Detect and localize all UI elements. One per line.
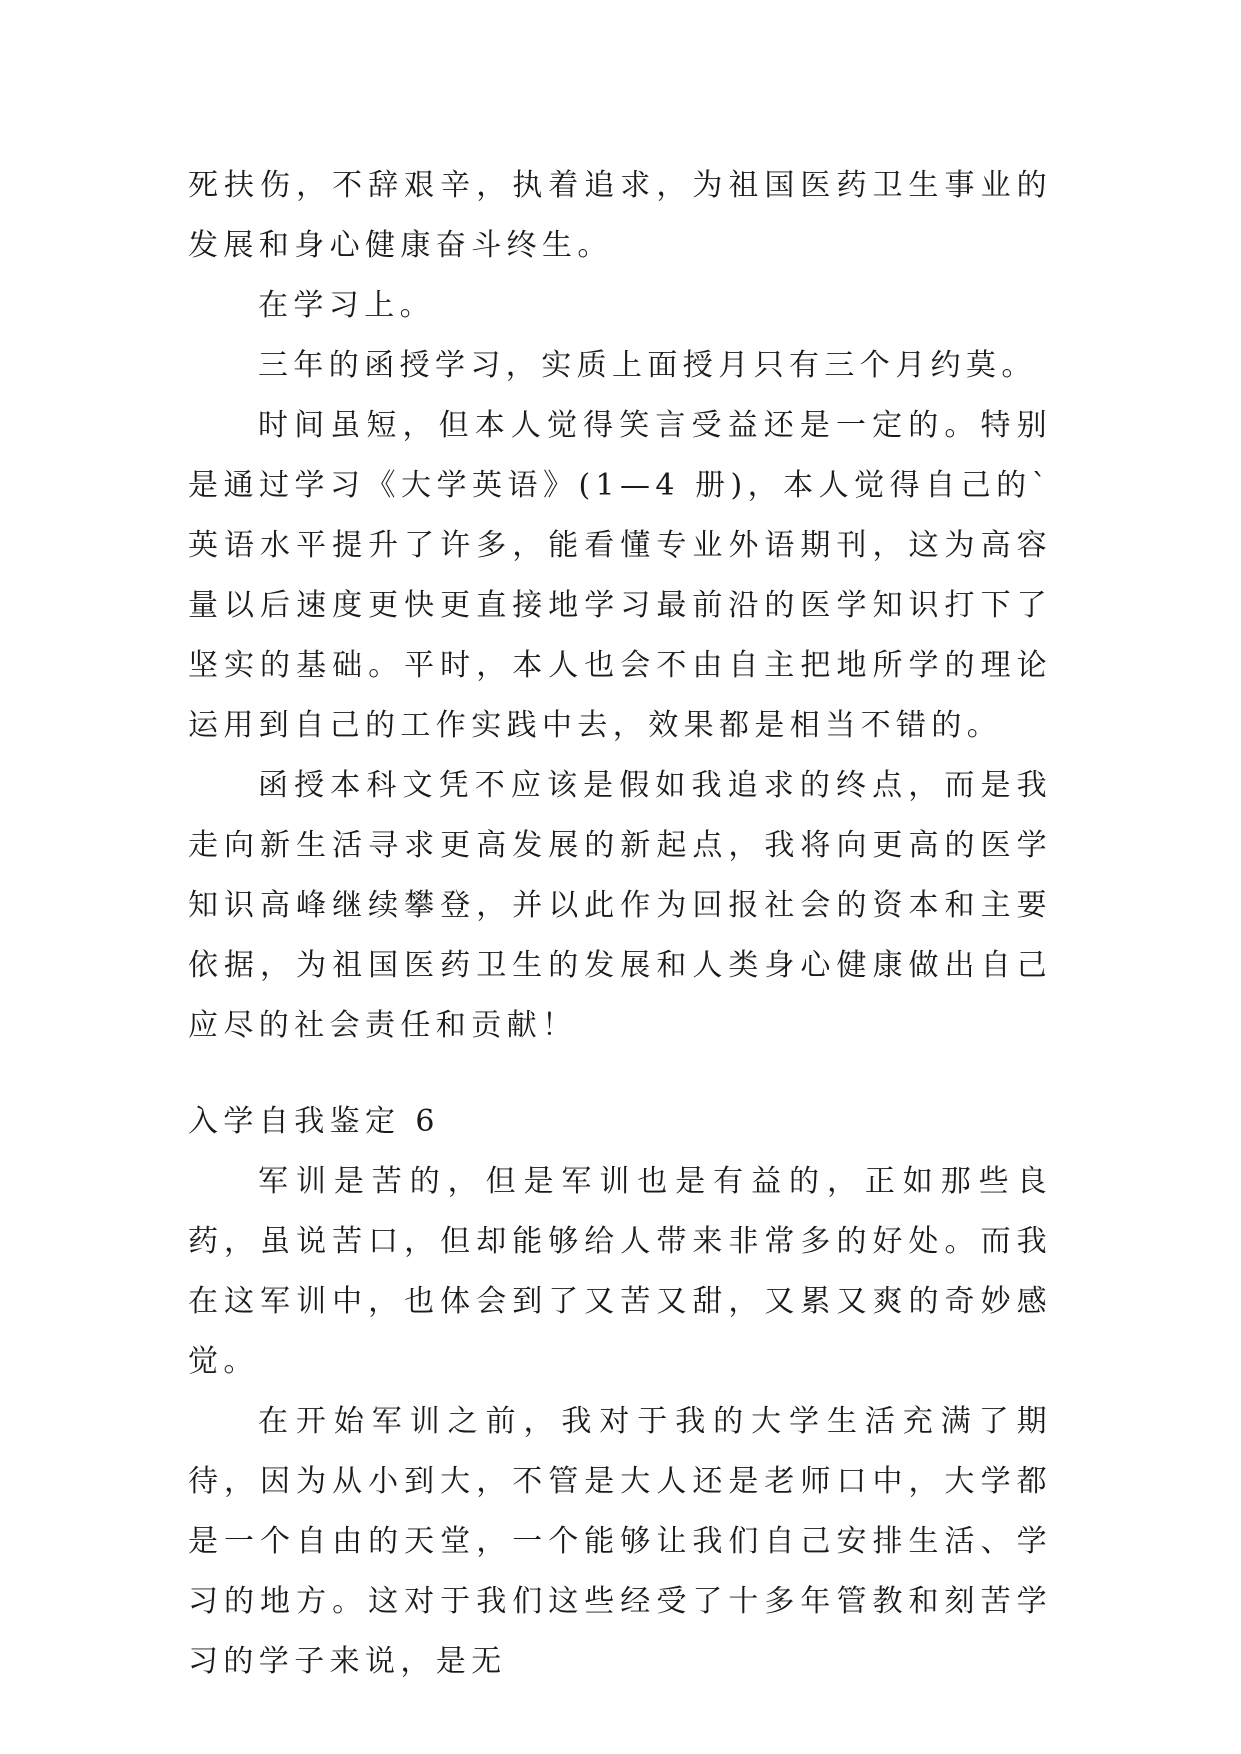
paragraph-conclusion: 函授本科文凭不应该是假如我追求的终点，而是我走向新生活寻求更高发展的新起点，我将向更高的医学知识高峰继续攀登，并以此作为回报社会的资本和主要依据，为祖国医药卫生的发展和人类身心健康做出自己应尽的社会责任和贡献！ <box>188 768 1052 1043</box>
paragraph-college-expectation: 在开始军训之前，我对于我的大学生活充满了期待，因为从小到大，不管是大人还是老师口中，大学都是一个自由的天堂，一个能够让我们自己安排生活、学习的地方。这对于我们这些经受了十多年管教和刻苦学习的学子来说，是无 <box>188 1404 1052 1679</box>
paragraph-military-training: 军训是苦的，但是军训也是有益的，正如那些良药，虽说苦口，但却能够给人带来非常多的好处。而我在这军训中，也体会到了又苦又甜，又累又爽的奇妙感觉。 <box>188 1164 1052 1379</box>
section-heading: 入学自我鉴定 6 <box>188 1104 440 1139</box>
paragraph-study-intro: 在学习上。 <box>258 288 435 323</box>
continuation-paragraph: 死扶伤，不辞艰辛，执着追求，为祖国医药卫生事业的发展和身心健康奋斗终生。 <box>188 168 1052 263</box>
paragraph-english-study: 时间虽短，但本人觉得笑言受益还是一定的。特别是通过学习《大学英语》(1—4 册)，本人觉得自己的`英语水平提升了许多，能看懂专业外语期刊，这为高容量以后速度更快更直接地学习最前沿的医学知识打下了坚实的基础。平时，本人也会不由自主把地所学的理论运用到自己的工作实践中去，效果都是相当不错的。 <box>188 408 1052 743</box>
paragraph-correspondence-study: 三年的函授学习，实质上面授月只有三个月约莫。 <box>258 348 1037 383</box>
section-enrollment-appraisal-6 <box>188 1092 1052 1692</box>
section-previous-essay <box>188 156 1052 1056</box>
